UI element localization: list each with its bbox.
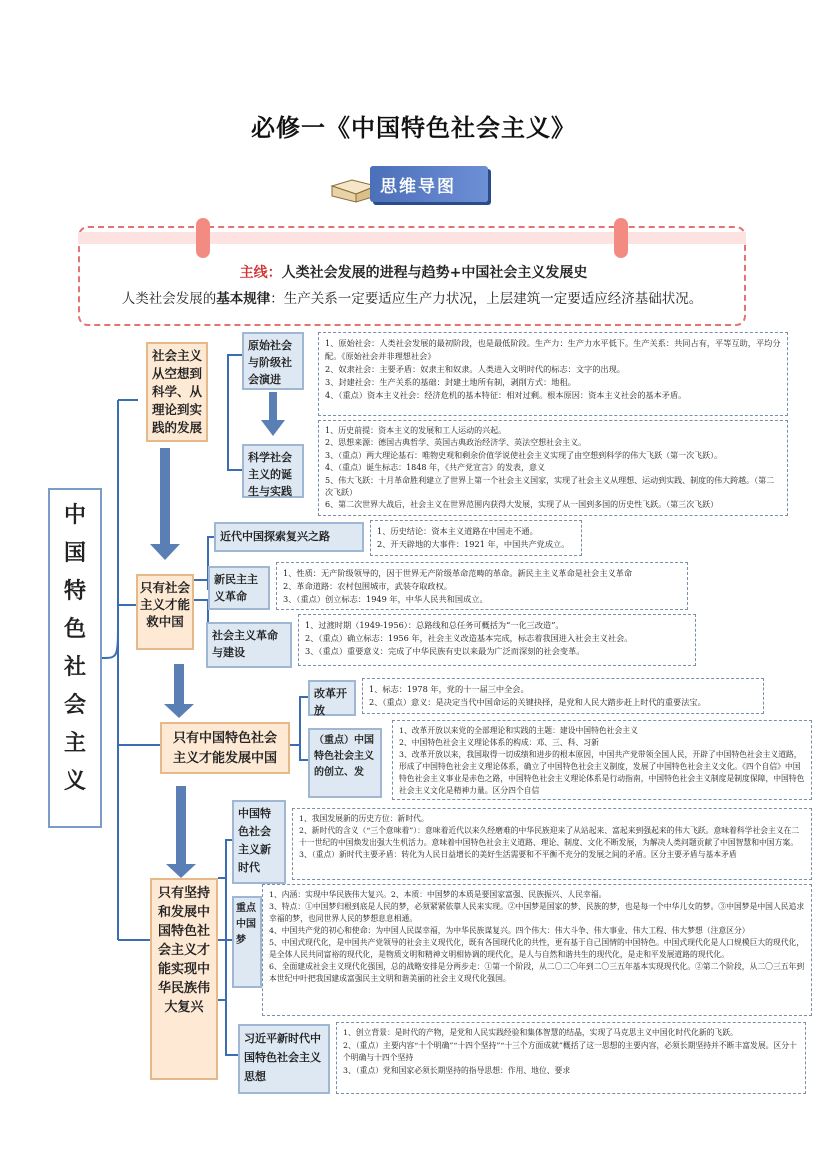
content-reform-opening <box>362 678 764 714</box>
content-line: 4、（重点）资本主义社会：经济危机的基本特征：相对过剩。根本原因：资本主义社会的基本矛盾。 <box>325 390 687 400</box>
basic-law-text: ：生产关系一定要适应生产力状况，上层建筑一定要适应经济基础状况。 <box>270 291 703 307</box>
content-line: 1、标志：1978 年，党的十一届三中全会。 <box>369 684 529 694</box>
content-line: 1、历史前提：资本主义的发展和工人运动的兴起。 <box>325 426 507 435</box>
content-new-era <box>292 808 812 880</box>
sub-csc-founding: （重点）中国特色社会主义的创立、发 <box>308 728 382 798</box>
sub-scientific-socialism: 科学社会主义的诞生与实践 <box>242 444 304 498</box>
content-line: 2、新时代的含义（“三个意味着”）：意味着近代以来久经磨难的中华民族迎来了从站起来、富起来到强起来的伟大飞跃。意味着科学社会主义在二十一世纪的中国焕发出强大生机活力。意味着中国特色社会主义道路、理论、制度、文化不断发展，为解决人类问题贡献了中国智慧和中国方案。 <box>299 826 800 847</box>
sub-xi-thought: 习近平新时代中国特色社会主义思想 <box>238 1024 330 1094</box>
content-china-dream <box>262 884 812 1016</box>
node-develop-china: 只有中国特色社会主义才能发展中国 <box>160 722 290 774</box>
content-scientific-socialism <box>318 420 788 516</box>
content-line: 4、（重点）诞生标志：1848 年，《共产党宣言》的发表，意义 <box>325 463 545 473</box>
root-char: 义 <box>63 768 86 794</box>
content-line: 2、革命道路：农村包围城市，武装夺取政权。 <box>283 581 452 591</box>
sub-revival-path: 近代中国探索复兴之路 <box>214 522 364 552</box>
content-line: 4、中国共产党的初心和使命：为中国人民谋幸福，为中华民族谋复兴。四个伟大：伟大斗争、伟大事业、伟大工程、伟大梦想（注意区分） <box>269 926 750 935</box>
root-char: 中 <box>63 502 86 528</box>
content-line: 1、内涵：实现中华民族伟大复兴。2、本质：中国梦的本质是要国家富强、民族振兴、人民幸福。 <box>269 890 607 899</box>
badge-label: 思维导图 <box>380 177 456 197</box>
content-csc-founding <box>392 720 812 800</box>
content-line: 1、过渡时期（1949-1956）：总路线和总任务可概括为“一化三改造”。 <box>305 620 564 630</box>
sub-social-evolution: 原始社会与阶级社会演进 <box>242 332 304 390</box>
content-line: 2、（重点）主要内容“十个明确”“十四个坚持”“十三个方面成就”概括了这一思想的主要内容，必须长期坚持并不断丰富发展。区分十个明确与十四个坚持 <box>343 1040 797 1062</box>
content-line: 2、奴隶社会：主要矛盾：奴隶主和奴隶。人类进入文明时代的标志：文字的出现。 <box>325 364 625 374</box>
content-line: 3、封建社会：生产关系的基础：封建土地所有制，剥削方式：地租。 <box>325 377 576 387</box>
sub-new-democratic-revolution: 新民主主义革命 <box>208 566 270 610</box>
content-line: 6、第二次世界大战后，社会主义在世界范围内获得大发展，实现了从一国到多国的历史性飞跃。（第三次飞跃） <box>325 500 719 510</box>
content-line: 2、（重点）确立标志：1956 年，社会主义改造基本完成，标志着我国进入社会主义社会。 <box>305 633 633 643</box>
content-revival-path <box>370 520 582 556</box>
root-char: 主 <box>63 730 86 756</box>
content-new-democratic <box>276 562 688 610</box>
content-line: 3、（重点）创立标志：1949 年，中华人民共和国成立。 <box>283 594 488 604</box>
content-line: 6、全面建成社会主义现代化强国，总的战略安排是分两步走：①第一个阶段，从二〇二〇年到二〇三五年基本实现现代化。②第二个阶段，从二〇三五年到本世纪中叶把我国建成富强民主文明和谐美丽的社会主义现代化强国。 <box>269 962 805 983</box>
content-social-evolution <box>318 332 788 416</box>
content-line: 3、改革开放以来，我国取得一切成绩和进步的根本原因，中国共产党带领全国人民，开辟了中国特色社会主义道路，形成了中国特色社会主义理论体系，确立了中国特色社会主义制度，发展了中国特色社会主义文化。《四个自信》中国特色社会主义事业是赤色之路，中国特色社会主义理论体系是行动指南，中国特色社会主义制度是制度保障，中国特色社会主义文化是精神力量。区分四个自信 <box>399 750 805 795</box>
content-line: 2、思想来源：德国古典哲学、英国古典政治经济学、英法空想社会主义。 <box>325 438 587 448</box>
content-line: 1、性质：无产阶级领导的，因于世界无产阶级革命范畴的革命。新民主主义革命是社会主义革命 <box>283 568 633 578</box>
root-char: 社 <box>63 654 86 680</box>
root-char: 色 <box>63 616 86 642</box>
content-line: 5、中国式现代化，是中国共产党领导的社会主义现代化，既有各国现代化的共性，更有基于自己国情的中国特色。中国式现代化是人口规模巨大的现代化，是全体人民共同富裕的现代化，是物质文明和精神文明相协调的现代化，是人与自然和谐共生的现代化，是走和平发展道路的现代化。 <box>269 938 805 959</box>
node-socialism-saves-china: 只有社会主义才能救中国 <box>136 574 194 650</box>
content-line: 1、历史结论：资本主义道路在中国走不通。 <box>377 526 538 536</box>
content-socialist-construction <box>298 614 696 666</box>
root-char: 国 <box>63 540 86 566</box>
content-line: 1、创立背景：是时代的产物，是党和人民实践经验和集体智慧的结晶，实现了马克思主义中国化时代化新的飞跃。 <box>343 1028 738 1037</box>
content-line: 3、（重点）重要意义：完成了中华民族有史以来最为广泛而深刻的社会变革。 <box>305 646 585 656</box>
mainline-label: 主线： <box>239 265 282 281</box>
basic-law-key: 基本规律 <box>216 291 271 307</box>
sub-socialist-construction: 社会主义革命与建设 <box>206 622 292 668</box>
content-line: 3、（重点）两大理论基石：唯物史观和剩余价值学说使社会主义实现了由空想到科学的伟大飞跃（第一次飞跃）。 <box>325 450 723 460</box>
content-line: 3、（重点）党和国家必须长期坚持的指导思想：作用、地位、要求 <box>343 1065 571 1075</box>
content-line: 5、伟大飞跃：十月革命胜利建立了世界上第一个社会主义国家，实现了社会主义从理想、运动到实践、制度的伟大跨越。（第二次飞跃） <box>325 475 775 498</box>
node-national-rejuvenation: 只有坚持和发展中国特色社会主义才能实现中华民族伟大复兴 <box>150 878 218 1080</box>
content-xi-thought <box>336 1022 806 1094</box>
sub-new-era: 中国特色社会主义新时代 <box>232 800 286 884</box>
content-line: 2、开天辟地的大事件：1921 年，中国共产党成立。 <box>377 539 570 549</box>
content-line: 1、改革开放以来党的全部理论和实践的主题：建设中国特色社会主义 <box>399 726 638 735</box>
content-line: 3、（重点）新时代主要矛盾：转化为人民日益增长的美好生活需要和不平衡不充分的发展之间的矛盾。区分主要矛盾与基本矛盾 <box>299 850 737 859</box>
content-line: 2、（重点）意义：是决定当代中国命运的关键抉择，是党和人民大踏步赶上时代的重要法宝。 <box>369 697 706 707</box>
basic-law-prefix: 人类社会发展的 <box>121 291 217 307</box>
root-char: 特 <box>63 578 86 604</box>
sub-china-dream: 重点中国梦 <box>232 896 262 988</box>
node-scientific-socialism: 社会主义从空想到科学、从理论到实践的发展 <box>146 342 208 442</box>
sub-reform-opening: 改革开放 <box>308 680 356 716</box>
content-line: 3、特点：①中国梦归根到底是人民的梦，必须紧紧依靠人民来实现。②中国梦是国家的梦、民族的梦，也是每一个中华儿女的梦。③中国梦是中国人民追求幸福的梦，也同世界人民的梦想息息相通。 <box>269 902 805 923</box>
mainline-text: 人类社会发展的进程与趋势+中国社会主义发展史 <box>281 265 588 281</box>
page-title: 必修一《中国特色社会主义》 <box>251 113 576 142</box>
content-line: 1、我国发展新的历史方位：新时代。 <box>299 814 429 823</box>
content-line: 2、中国特色社会主义理论体系的构成：邓、三、科、习新 <box>399 738 599 747</box>
content-line: 1、原始社会：人类社会发展的最初阶段，也是最低阶段。生产力：生产力水平低下。生产关系：共同占有，平等互助，平均分配。《原始社会并非理想社会》 <box>325 338 781 361</box>
root-char: 会 <box>63 692 86 718</box>
